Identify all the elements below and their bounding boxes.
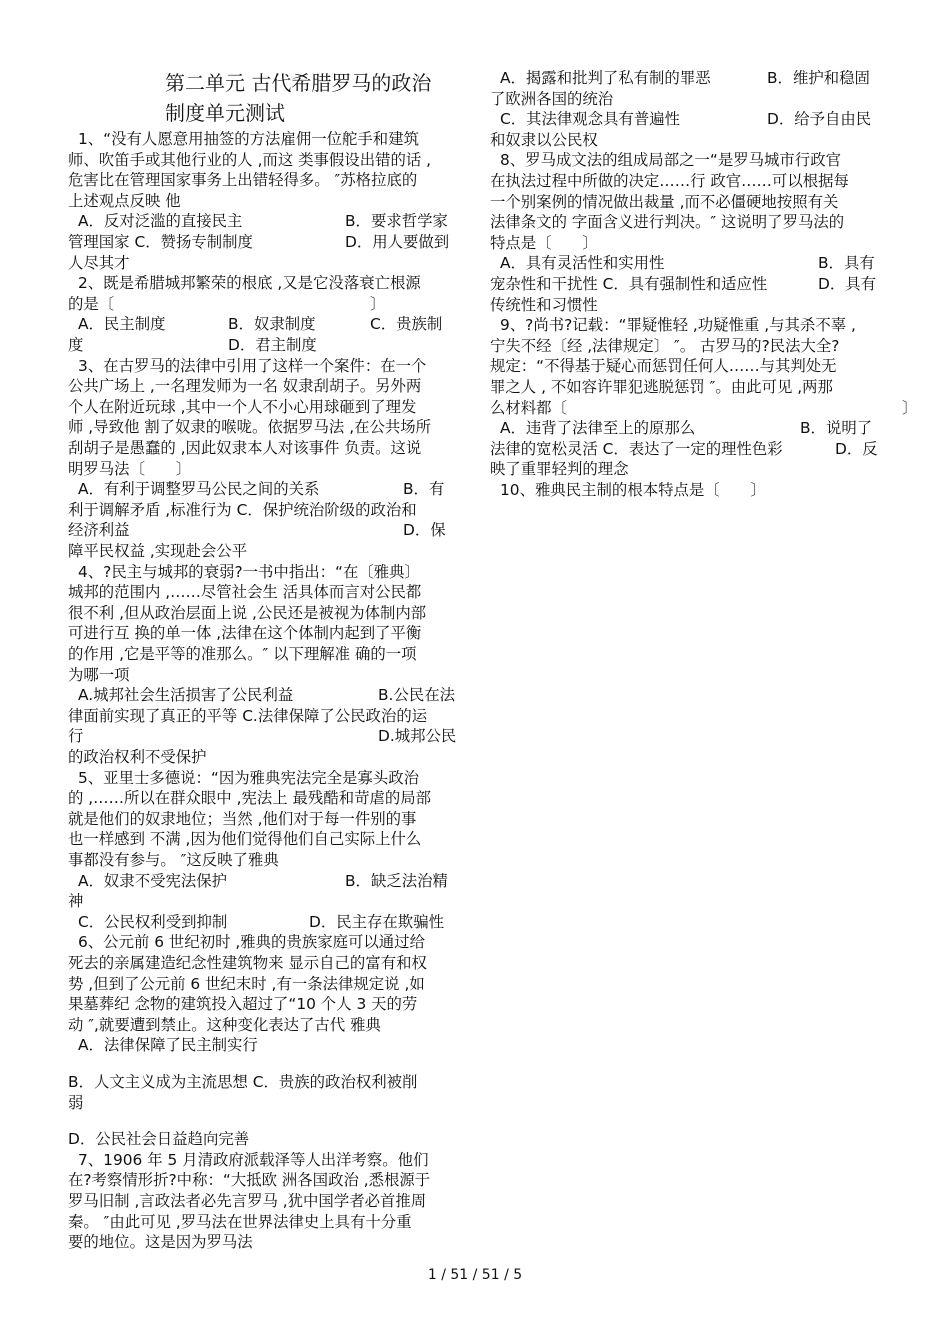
text-line	[0, 665, 950, 686]
text-line	[0, 1232, 950, 1253]
option-text: B．缺乏法治精	[345, 871, 448, 890]
option-text: D．君主制度	[228, 336, 317, 354]
text-line	[0, 1072, 950, 1093]
line-text: 一个别案例的情况做出裁量 ,而不必僵硬地按照有关	[490, 192, 839, 211]
line-text: 6、公元前 6 世纪初时 ,雅典的贵族家庭可以通过给	[78, 933, 425, 952]
line-text: A．法律保障了民主制实行	[78, 1036, 258, 1055]
line-text: 在执法过程中所做的决定……行 政官……可以根据每	[490, 172, 849, 190]
option-text: 〕	[902, 398, 918, 417]
line-text: 7、1906 年 5 月清政府派载泽等人出洋考察。他们	[78, 1150, 429, 1169]
text-line	[0, 809, 950, 830]
line-text: 障平民权益 ,实现赴会公平	[68, 542, 248, 560]
option-text: B.公民在法	[378, 686, 456, 705]
line-text: 死去的亲属建造纪念性建筑物来 显示自己的富有和权	[68, 954, 427, 972]
text-line	[0, 336, 950, 357]
line-text: 1、“没有人愿意用抽签的方法雇佣一位舵手和建筑	[78, 130, 419, 148]
text-line	[0, 1212, 950, 1233]
text-line	[0, 685, 950, 706]
text-line	[0, 726, 950, 747]
line-text: 势 ,但到了公元前 6 世纪末时 ,有一条法律规定说 ,如	[68, 974, 425, 993]
text-line	[0, 439, 950, 460]
text-line	[0, 233, 950, 254]
line-text: 危害比在管理国家事务上出错轻得多。 ″苏格拉底的	[68, 171, 418, 190]
document-title-line-2: 制度单元测试	[165, 101, 285, 125]
text-line	[0, 974, 950, 995]
text-line	[0, 871, 950, 892]
line-text: 公共广场上 ,一名理发师为一名 奴隶刮胡子。另外两	[68, 377, 422, 396]
line-text: 刮胡子是愚蠢的 ,因此奴隶本人对该事件 负责。这说	[68, 439, 422, 457]
text-line	[0, 1129, 950, 1150]
line-text: 上述观点反映 他	[68, 191, 181, 210]
line-text: A．揭露和批判了私有制的罪恶	[500, 69, 711, 87]
line-text: 弱	[68, 1093, 84, 1112]
line-text: 在?考察情形折?中称：“大抵欧 洲各国政治 ,悉根源于	[68, 1171, 431, 1190]
line-text: A．民主制度	[78, 315, 166, 334]
text-line	[0, 644, 950, 665]
text-line	[0, 68, 950, 89]
option-text: D．具有	[818, 275, 877, 293]
text-line	[0, 1015, 950, 1036]
line-text: 传统性和习惯性	[490, 295, 598, 314]
line-text: 9、?尚书?记载：“罪疑惟轻 ,功疑惟重 ,与其杀不辜 ,	[500, 316, 856, 335]
line-text: 宠杂性和干扰性 C．具有强制性和适应性	[490, 275, 768, 293]
line-text: A.城邦社会生活损害了公民利益	[78, 686, 294, 705]
line-text: 个人在附近玩球 ,其中一个人不小心用球砸到了理发	[68, 397, 417, 416]
text-line	[0, 582, 950, 603]
line-text: 的政治权利不受保护	[68, 748, 207, 766]
text-line	[0, 768, 950, 789]
text-line	[0, 829, 950, 850]
text-line	[0, 500, 950, 521]
option-text: B．要求哲学家	[345, 212, 448, 231]
text-line	[0, 377, 950, 398]
line-text: 师 ,导致他 割了奴隶的喉咙。依据罗马法 ,在公共场所	[68, 418, 432, 437]
text-line	[0, 520, 950, 541]
line-text: 宁失不经〔经 ,法律规定〕 ″。 古罗马的?民法大全?	[490, 336, 840, 355]
text-line	[0, 295, 950, 316]
line-text: 事都没有参与。 ″这反映了雅典	[68, 851, 279, 869]
text-line	[0, 150, 950, 171]
text-line	[0, 891, 950, 912]
text-line	[0, 1191, 950, 1212]
document-title-line-1: 第二单元 古代希腊罗马的政治	[165, 71, 432, 95]
line-text: 罗马旧制 ,言政法者必先言罗马 ,犹中国学者必首推周	[68, 1192, 427, 1210]
text-line	[0, 932, 950, 953]
text-line	[0, 1170, 950, 1191]
text-line	[0, 850, 950, 871]
text-line	[0, 706, 950, 727]
line-text: 可进行互 换的单一体 ,法律在这个体制内起到了平衡	[68, 624, 422, 643]
line-text: 经济利益	[68, 521, 130, 540]
line-text: 动 ″,就要遭到禁止。这种变化表达了古代 雅典	[68, 1015, 381, 1034]
line-text: 10、雅典民主制的根本特点是〔 〕	[500, 481, 766, 499]
text-line	[0, 912, 950, 933]
line-text: 律面前实现了真正的平等 C.法律保障了公民政治的运	[68, 706, 428, 725]
text-line	[0, 171, 950, 192]
line-text: 映了重罪轻判的理念	[490, 460, 629, 479]
line-text: C．其法律观念具有普遍性	[500, 110, 681, 129]
line-text: 5、亚里士多德说：“因为雅典宪法完全是寡头政治	[78, 768, 419, 787]
option-text: D．保	[403, 521, 446, 540]
line-text: 明罗马法〔 〕	[68, 459, 192, 478]
text-line	[0, 953, 950, 974]
text-line	[0, 623, 950, 644]
line-text: D．公民社会日益趋向完善	[68, 1130, 250, 1149]
text-line	[0, 562, 950, 583]
option-text: 〕	[370, 294, 386, 313]
line-text: A．违背了法律至上的原那么	[500, 419, 696, 438]
text-line	[0, 398, 950, 419]
option-text: D．给予自由民	[767, 110, 872, 129]
line-text: 很不利 ,但从政治层面上说 ,公民还是被视为体制内部	[68, 603, 427, 622]
line-text: 特点是〔 〕	[490, 233, 598, 252]
text-line	[0, 130, 950, 151]
option-text: D．反	[835, 439, 878, 458]
line-text: 的作用 ,它是平等的准那么。″ 以下理解准 确的一项	[68, 645, 417, 663]
line-text: 要的地位。这是因为罗马法	[68, 1233, 253, 1252]
line-text: 利于调解矛盾 ,标准行为 C．保护统治阶级的政治和	[68, 500, 417, 519]
text-line	[0, 603, 950, 624]
line-text: A．反对泛滥的直接民主	[78, 212, 243, 231]
line-text: 的 ,……所以在群众眼中 ,宪法上 最残酷和苛虐的局部	[68, 789, 432, 808]
text-line	[0, 788, 950, 809]
option-text: D．用人要做到	[345, 233, 450, 251]
line-text: 的是〔	[68, 294, 115, 313]
line-text: 规定：“不得基于疑心而惩罚任何人……与其判处无	[490, 357, 837, 376]
line-text: 8、罗马成文法的组成局部之一“是罗马城市行政官	[500, 151, 841, 170]
line-text: C．公民权利受到抑制	[78, 912, 228, 931]
option-text: D．民主存在欺骗性	[309, 912, 444, 931]
text-line	[0, 192, 950, 213]
line-text: 神	[68, 892, 84, 911]
text-line	[0, 480, 950, 501]
line-text: 也一样感到 不满 ,因为他们觉得他们自己实际上什么	[68, 830, 422, 849]
text-line	[0, 1093, 950, 1114]
line-text: 了欧洲各国的统治	[490, 89, 614, 108]
text-line	[0, 747, 950, 768]
line-text: B．人文主义成为主流思想 C．贵族的政治权利被削	[68, 1073, 418, 1091]
line-text: 罪之人 , 不如容许罪犯逃脱惩罚 ″。由此可见 ,两那	[490, 378, 833, 396]
line-text: 法律的宽松灵活 C．表达了一定的理性色彩	[490, 439, 783, 458]
line-text: 度	[68, 336, 84, 354]
line-text: 3、在古罗马的法律中引用了这样一个案件：在一个	[78, 356, 427, 375]
text-line	[0, 418, 950, 439]
text-line	[0, 212, 950, 233]
line-text: 和奴隶以公民权	[490, 130, 598, 149]
text-line	[0, 274, 950, 295]
line-text: 行	[68, 727, 84, 746]
option-text: B．具有	[818, 254, 875, 273]
line-text: A．具有灵活性和实用性	[500, 254, 665, 273]
option-text: B．奴隶制度	[228, 315, 316, 334]
text-line	[0, 109, 950, 130]
line-text: 城邦的范围内 ,……尽管社会生 活具体而言对公民都	[68, 583, 422, 602]
line-text: 就是他们的奴隶地位；当然 ,他们对于每一件别的事	[68, 809, 417, 828]
line-text: 法律条文的 字面含义进行判决。″ 这说明了罗马法的	[490, 213, 845, 232]
option-text: B．维护和稳固	[767, 69, 870, 87]
line-text: 果墓葬纪 念物的建筑投入超过了“10 个人 3 天的劳	[68, 995, 418, 1014]
line-text: 为哪一项	[68, 665, 130, 684]
option-text: B．有	[403, 480, 445, 499]
line-text: A．有利于调整罗马公民之间的关系	[78, 480, 320, 499]
text-line	[0, 315, 950, 336]
text-line	[0, 356, 950, 377]
page-number: 1 / 51 / 51 / 5	[427, 1267, 523, 1283]
text-line	[0, 459, 950, 480]
line-text: 人尽其才	[68, 253, 130, 272]
option-text: C．贵族制	[370, 315, 443, 334]
line-text: 师、吹笛手或其他行业的人 ,而这 类事假设出错的话 ,	[68, 150, 432, 169]
line-text: 4、?民主与城邦的衰弱?一书中指出：“在〔雅典〕	[78, 562, 420, 581]
text-line	[0, 1035, 950, 1056]
text-line	[0, 994, 950, 1015]
option-text: B．说明了	[800, 419, 873, 438]
text-line	[0, 1150, 950, 1171]
line-text: 秦。 ″由此可见 ,罗马法在世界法律史上具有十分重	[68, 1212, 412, 1231]
text-line	[0, 541, 950, 562]
text-line	[0, 89, 950, 110]
line-text: 管理国家 C．赞扬专制制度	[68, 233, 253, 251]
line-text: 么材料都〔	[490, 398, 567, 417]
option-text: D.城邦公民	[378, 727, 457, 746]
text-line	[0, 253, 950, 274]
line-text: 2、既是希腊城邦繁荣的根底 ,又是它没落衰亡根源	[78, 274, 421, 293]
line-text: A．奴隶不受宪法保护	[78, 871, 228, 890]
